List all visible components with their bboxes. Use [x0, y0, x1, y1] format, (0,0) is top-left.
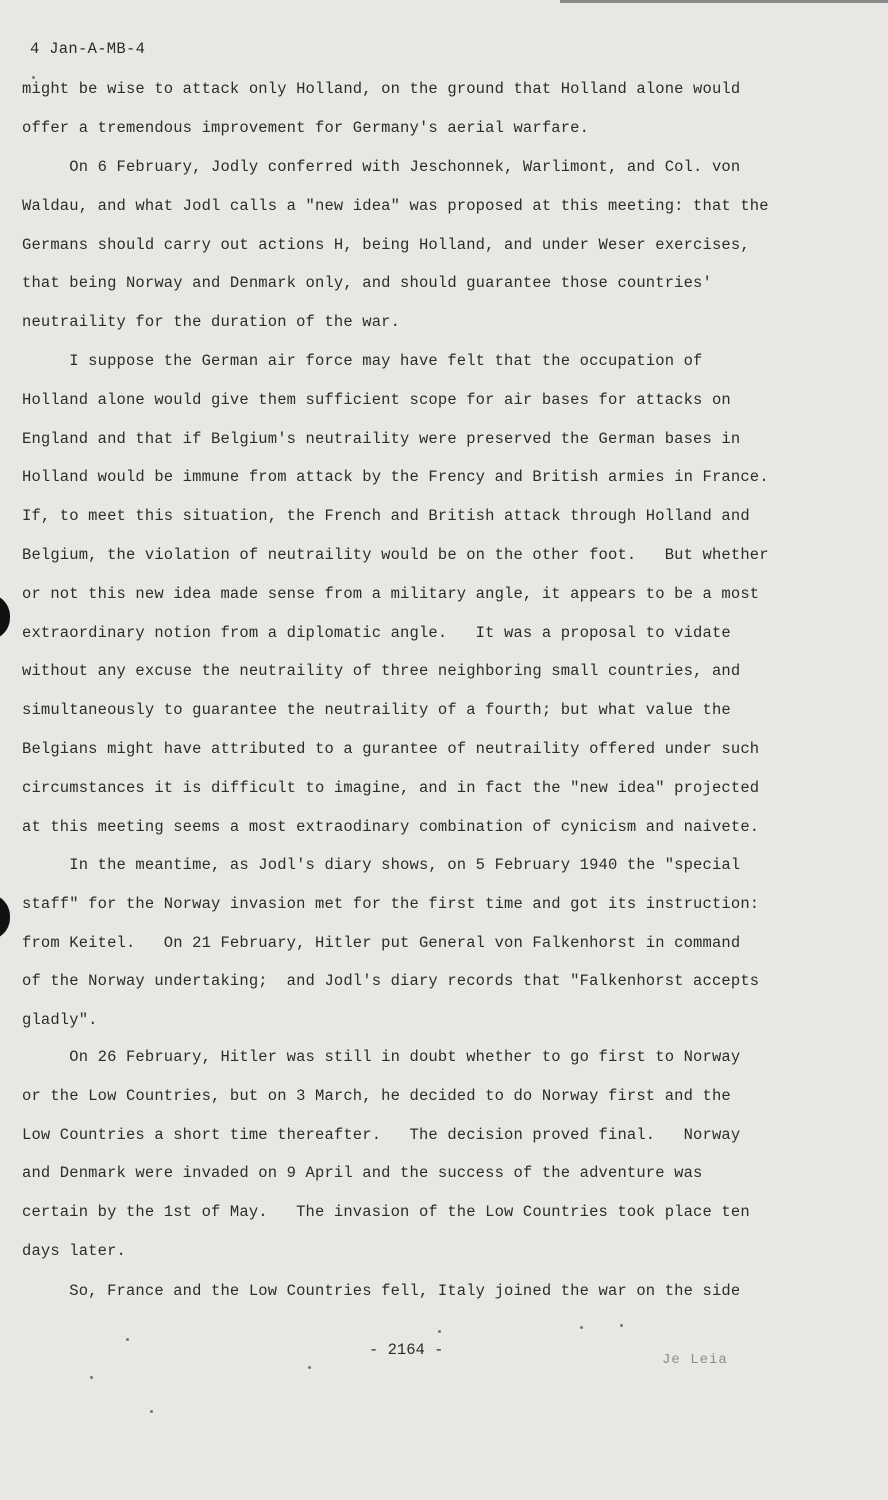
paper-speck	[150, 1410, 153, 1413]
binder-hole-upper	[0, 594, 10, 640]
paper-speck	[126, 1338, 129, 1341]
top-edge-rule	[560, 0, 888, 3]
footer-mark: Je Leia	[662, 1352, 728, 1368]
paragraph-1: might be wise to attack only Holland, on the ground that Holland alone would offer a tremendous improvement for Germany's aerial warfare.	[22, 80, 741, 137]
paper-speck	[90, 1376, 93, 1379]
paper-speck	[32, 76, 35, 79]
paragraph-5: On 26 February, Hitler was still in doubt whether to go first to Norway or the Low Countries, but on 3 March, he decided to do Norway first and the Low Countries a short time thereafter. The decision proved final. Norway and Denmark were invaded on 9 April and the success of the adventure was certain by the 1st of May. The invasion of the Low Countries took place ten days later.	[22, 1048, 750, 1260]
paragraph-2: On 6 February, Jodly conferred with Jeschonnek, Warlimont, and Col. von Waldau, and what Jodl calls a "new idea" was proposed at this meeting: that the Germans should carry out actions H, being Holland, and under Weser exercises, that being Norway and Denmark only, and should guarantee those countries' neutraility for the duration of the war.	[22, 158, 769, 332]
binder-hole-lower	[0, 894, 10, 940]
paper-speck	[580, 1326, 583, 1329]
page-number: - 2164 -	[369, 1341, 444, 1359]
paper-speck	[438, 1330, 441, 1333]
paper-speck	[308, 1366, 311, 1369]
paper-speck	[620, 1324, 623, 1327]
paragraph-4: In the meantime, as Jodl's diary shows, on 5 February 1940 the "special staff" for the Norway invasion met for the first time and got its instruction: from Keitel. On 21 February, Hitler put General von Falkenhorst in command of the Norway undertaking; and Jodl's diary records that "Falkenhorst accepts gladly".	[22, 856, 760, 1030]
page-header-code: 4 Jan-A-MB-4	[30, 40, 146, 58]
paragraph-3: I suppose the German air force may have felt that the occupation of Holland alone would give them sufficient scope for air bases for attacks on England and that if Belgium's neutraility were preserved the German bases in Holland would be immune from attack by the Frency and British armies in France. If, to meet this situation, the French and British attack through Holland and Belgium, the violation of neutraility would be on the other foot. But whether or not this new idea made sense from a military angle, it appears to be a most extraordinary notion from a diplomatic angle. It was a proposal to vidate without any excuse the neutraility of three neighboring small countries, and simultaneously to guarantee the neutraility of a fourth; but what value the Belgians might have attributed to a gurantee of neutraility offered under such circumstances it is difficult to imagine, and in fact the "new idea" projected at this meeting seems a most extraodinary combination of cynicism and naivete.	[22, 352, 769, 836]
paragraph-6: So, France and the Low Countries fell, Italy joined the war on the side	[22, 1282, 741, 1300]
